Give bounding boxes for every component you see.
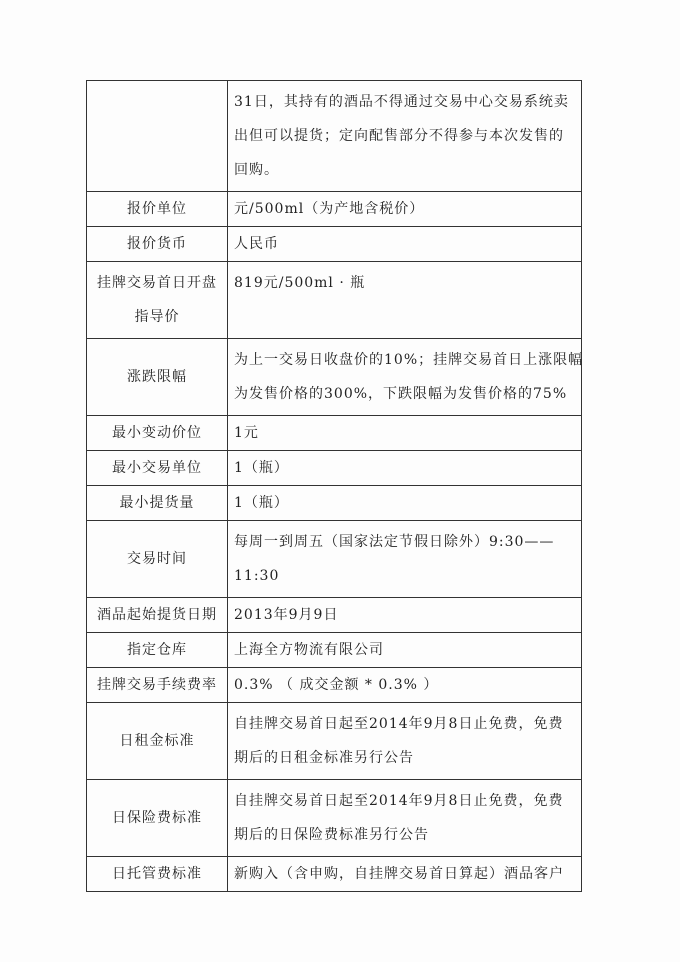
value-line: 自挂牌交易首日起至2014年9月8日止免费，免费: [234, 716, 564, 732]
row-label: [87, 598, 228, 633]
row-value: [228, 857, 582, 892]
value-line: 11:30: [234, 568, 280, 584]
value-line: 2013年9月9日: [234, 607, 339, 623]
label-line: 最小变动价位: [112, 425, 202, 441]
spec-table: [86, 80, 582, 892]
row-label: [87, 339, 228, 416]
label-line: 最小提货量: [119, 495, 195, 511]
row-label: [87, 633, 228, 668]
value-line: 819元/500ml · 瓶: [234, 275, 366, 291]
row-label: [87, 81, 228, 192]
table-row: [87, 192, 582, 227]
row-label: [87, 857, 228, 892]
row-value: [228, 668, 582, 703]
row-value: [228, 416, 582, 451]
value-line: 期后的日租金标准另行公告: [234, 750, 414, 766]
row-value: [228, 486, 582, 521]
value-line: 自挂牌交易首日起至2014年9月8日止免费，免费: [234, 793, 564, 809]
value-line: 期后的日保险费标准另行公告: [234, 827, 429, 843]
label-line: 报价货币: [127, 236, 187, 252]
row-label: [87, 262, 228, 339]
row-value: [228, 262, 582, 339]
row-value: [228, 451, 582, 486]
row-value: [228, 192, 582, 227]
row-label: [87, 192, 228, 227]
value-line: 出但可以提货；定向配售部分不得参与本次发售的: [234, 128, 564, 144]
row-value: [228, 81, 582, 192]
value-line: 0.3% （ 成交金额 * 0.3% ）: [234, 677, 439, 693]
table-row: [87, 262, 582, 339]
value-line: 1（瓶）: [234, 495, 289, 511]
row-value: [228, 780, 582, 857]
value-line: 1（瓶）: [234, 460, 289, 476]
label-line: 酒品起始提货日期: [97, 607, 217, 623]
label-line: 日租金标准: [119, 733, 195, 749]
table-row: [87, 703, 582, 780]
table-row: [87, 451, 582, 486]
label-line: 报价单位: [127, 201, 187, 217]
label-line: 挂牌交易手续费率: [97, 677, 217, 693]
value-line: 人民币: [234, 236, 279, 252]
table-row: [87, 81, 582, 192]
value-line: 为上一交易日收盘价的10%；挂牌交易首日上涨限幅: [234, 352, 584, 368]
table-row: [87, 486, 582, 521]
label-line: 最小交易单位: [112, 460, 202, 476]
label-line: 挂牌交易首日开盘: [97, 275, 217, 291]
table-row: [87, 780, 582, 857]
row-label: [87, 521, 228, 598]
row-label: [87, 416, 228, 451]
table-row: [87, 857, 582, 892]
value-line: 每周一到周五（国家法定节假日除外）9:30——: [234, 534, 555, 550]
row-label: [87, 703, 228, 780]
row-label: [87, 486, 228, 521]
value-line: 新购入（含申购，自挂牌交易首日算起）酒品客户: [234, 866, 564, 882]
table-row: [87, 339, 582, 416]
label-line: 指定仓库: [127, 642, 187, 658]
row-value: [228, 521, 582, 598]
row-label: [87, 668, 228, 703]
label-line: 日托管费标准: [112, 866, 202, 882]
row-label: [87, 227, 228, 262]
label-line: 涨跌限幅: [127, 369, 187, 385]
row-label: [87, 780, 228, 857]
table-row: [87, 227, 582, 262]
label-line: 日保险费标准: [112, 810, 202, 826]
label-line: 交易时间: [127, 551, 187, 567]
value-line: 1元: [234, 425, 259, 441]
label-line: 指导价: [134, 309, 180, 325]
table-row: [87, 416, 582, 451]
value-line: 上海全方物流有限公司: [234, 642, 384, 658]
table-row: [87, 668, 582, 703]
row-value: [228, 598, 582, 633]
value-line: 为发售价格的300%，下跌限幅为发售价格的75%: [234, 386, 568, 402]
row-label: [87, 451, 228, 486]
value-line: 元/500ml（为产地含税价）: [234, 201, 425, 217]
value-line: 回购。: [234, 162, 279, 178]
row-value: [228, 227, 582, 262]
table-row: [87, 598, 582, 633]
value-line: 31日，其持有的酒品不得通过交易中心交易系统卖: [234, 94, 569, 110]
table-row: [87, 633, 582, 668]
row-value: [228, 633, 582, 668]
row-value: [228, 339, 582, 416]
table-row: [87, 521, 582, 598]
row-value: [228, 703, 582, 780]
